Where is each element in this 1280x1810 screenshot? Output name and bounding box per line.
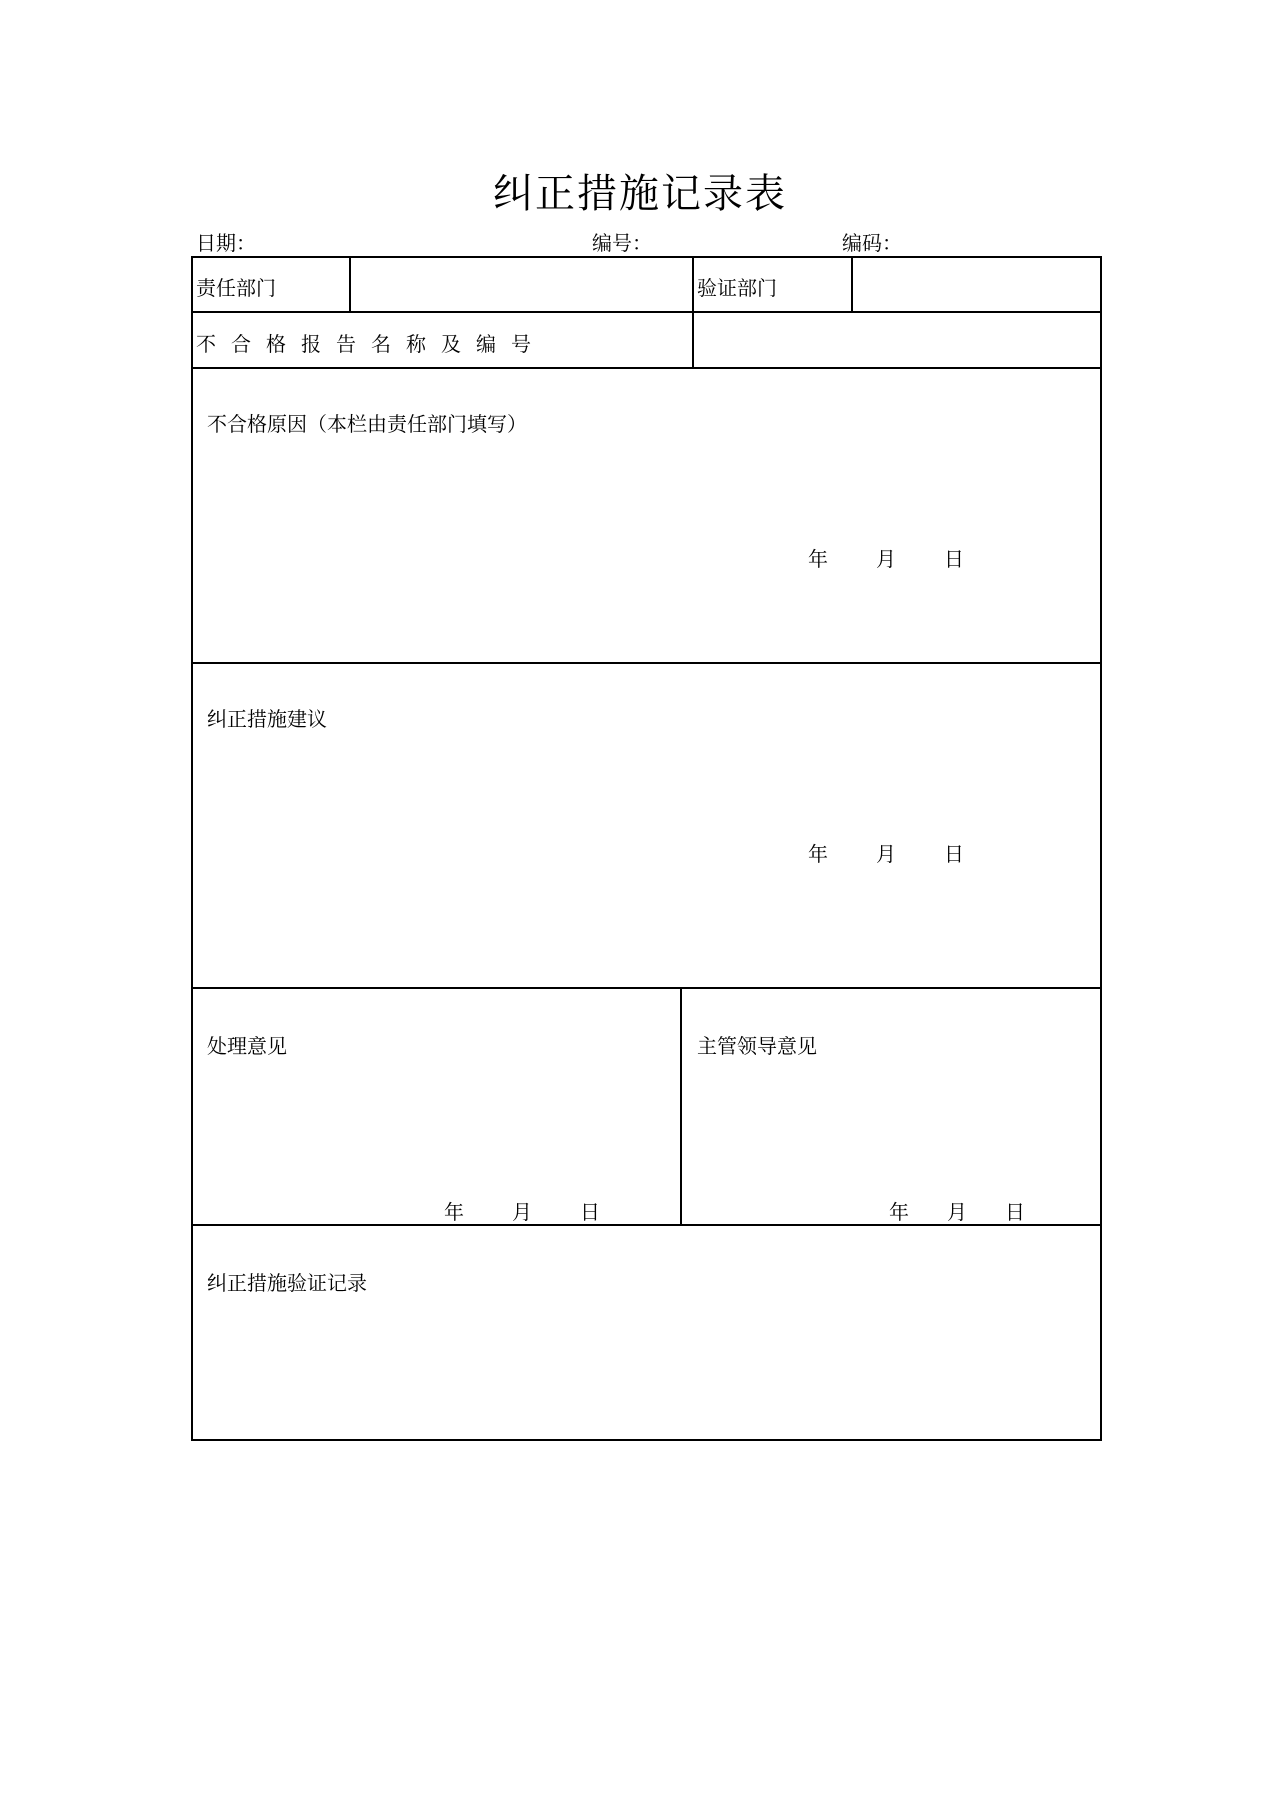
handling-opinion-label: 处理意见 <box>207 1034 287 1058</box>
verify-dept-field[interactable] <box>853 258 1099 310</box>
code-label: 编码： <box>842 231 902 255</box>
verification-record-label: 纠正措施验证记录 <box>207 1271 367 1295</box>
suggestion-date-month: 月 <box>876 842 896 866</box>
page-title: 纠正措施记录表 <box>493 171 787 217</box>
nonconformity-report-field[interactable] <box>694 313 1099 366</box>
nonconformity-report-label: 不合格报告名称及编号 <box>196 332 546 356</box>
cause-label: 不合格原因（本栏由责任部门填写） <box>207 412 527 436</box>
verify-dept-label: 验证部门 <box>697 276 777 300</box>
table-border-right <box>1100 256 1102 1441</box>
leader-date-month: 月 <box>947 1200 967 1224</box>
row-divider <box>191 662 1102 664</box>
suggestion-date-year: 年 <box>808 842 828 866</box>
handling-date-year: 年 <box>444 1200 464 1224</box>
cause-date-day: 日 <box>944 547 964 571</box>
row-divider <box>191 367 1102 369</box>
table-border-left <box>191 256 193 1441</box>
date-label: 日期： <box>196 231 256 255</box>
corrective-suggestion-label: 纠正措施建议 <box>207 707 327 731</box>
cause-date-month: 月 <box>876 547 896 571</box>
suggestion-date-day: 日 <box>944 842 964 866</box>
row-divider <box>191 987 1102 989</box>
leader-date-day: 日 <box>1005 1200 1025 1224</box>
leader-date-year: 年 <box>889 1200 909 1224</box>
leader-opinion-label: 主管领导意见 <box>697 1034 817 1058</box>
cause-date-year: 年 <box>808 547 828 571</box>
number-label: 编号： <box>592 231 652 255</box>
handling-date-month: 月 <box>512 1200 532 1224</box>
table-border-bottom <box>191 1439 1102 1441</box>
col-divider <box>680 987 682 1225</box>
handling-date-day: 日 <box>580 1200 600 1224</box>
responsible-dept-label: 责任部门 <box>196 276 276 300</box>
responsible-dept-field[interactable] <box>351 258 691 310</box>
